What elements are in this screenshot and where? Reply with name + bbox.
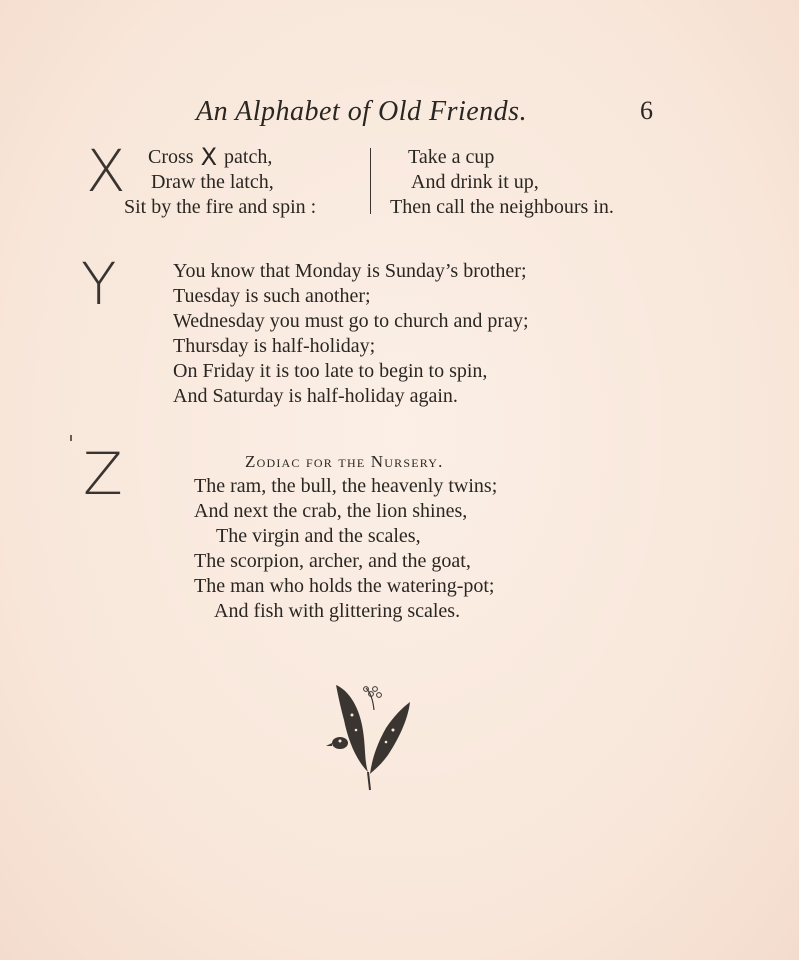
x-right-line-3: Then call the neighbours in. bbox=[390, 196, 614, 218]
x-line-1-part-1: Cross bbox=[148, 146, 194, 168]
x-right-line-1: Take a cup bbox=[408, 146, 495, 168]
page-number: 6 bbox=[640, 96, 653, 125]
column-divider bbox=[370, 148, 371, 214]
inline-x-letter: X bbox=[200, 143, 218, 171]
x-right-line-2: And drink it up, bbox=[411, 171, 539, 193]
z-line-4: The scorpion, archer, and the goat, bbox=[194, 550, 471, 572]
x-left-line-3: Sit by the fire and spin : bbox=[124, 196, 317, 218]
lily-of-the-valley-bird-icon bbox=[318, 680, 418, 800]
z-line-5: The man who holds the watering-pot; bbox=[194, 575, 495, 597]
x-left-line-2: Draw the latch, bbox=[151, 171, 274, 193]
poem-title: Zodiac for the Nursery. bbox=[245, 452, 444, 471]
page-title: An Alphabet of Old Friends. bbox=[196, 96, 528, 127]
y-line-5: On Friday it is too late to begin to spin, bbox=[173, 360, 488, 382]
z-line-2: And next the crab, the lion shines, bbox=[194, 500, 468, 522]
z-line-6: And fish with glittering scales. bbox=[214, 600, 461, 622]
y-line-2: Tuesday is such another; bbox=[173, 285, 371, 307]
y-line-6: And Saturday is half-holiday again. bbox=[173, 385, 458, 407]
z-line-1: The ram, the bull, the heavenly twins; bbox=[194, 475, 498, 497]
y-line-1: You know that Monday is Sunday’s brother; bbox=[173, 260, 527, 282]
x-line-1-part-2: patch, bbox=[224, 146, 273, 168]
x-left-line-1 bbox=[148, 145, 272, 169]
y-line-3: Wednesday you must go to church and pray; bbox=[173, 310, 529, 332]
z-line-3: The virgin and the scales, bbox=[216, 525, 421, 547]
drop-letter-x: X bbox=[86, 137, 126, 205]
drop-letter-z: Z bbox=[83, 440, 123, 508]
y-line-4: Thursday is half-holiday; bbox=[173, 335, 376, 357]
drop-letter-y: Y bbox=[81, 250, 117, 318]
print-speck bbox=[70, 435, 72, 441]
